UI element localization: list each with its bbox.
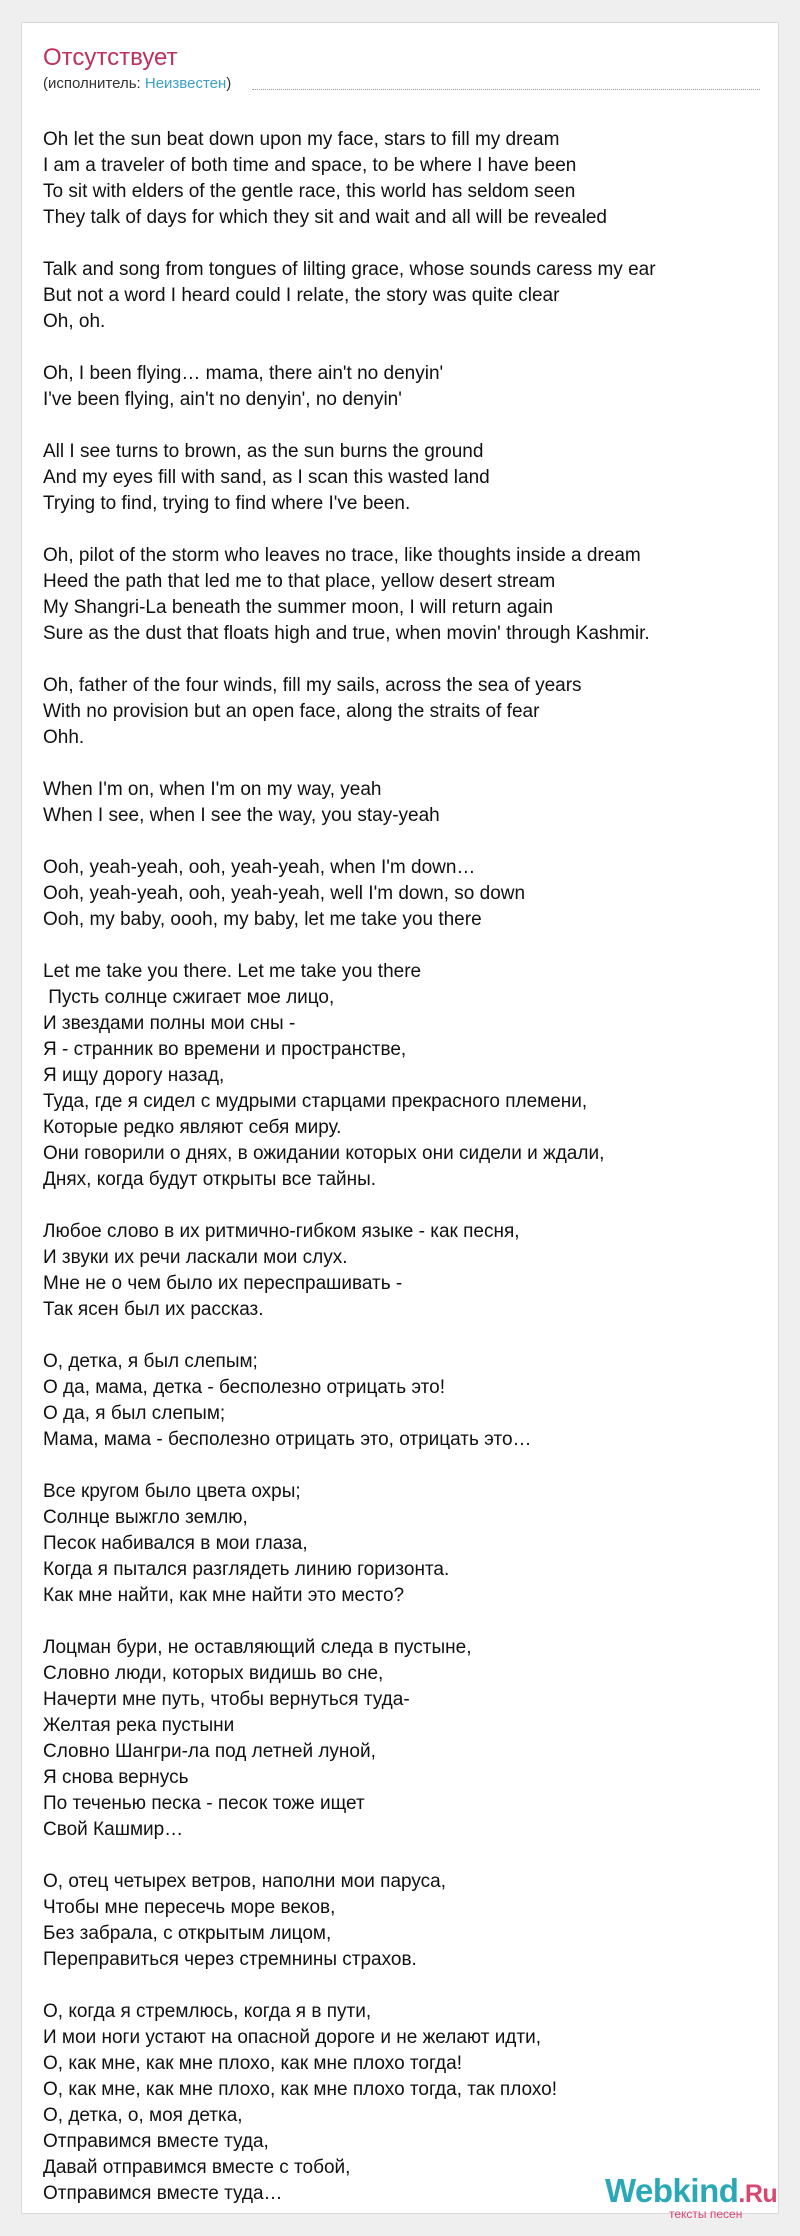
lyrics-line: Любое слово в их ритмично-гибком языке - как песня, — [43, 1221, 520, 1242]
lyrics-line: И мои ноги устают на опасной дороге и не желают идти, — [43, 2027, 541, 2048]
lyrics-text — [43, 127, 763, 2233]
lyrics-line: И звуки их речи ласкали мои слух. — [43, 1247, 348, 1268]
lyrics-line: My Shangri-La beneath the summer moon, I will return again — [43, 597, 554, 618]
lyrics-line: О, когда я стремлюсь, когда я в пути, — [43, 2001, 372, 2022]
lyrics-line: Мама, мама - бесполезно отрицать это, отрицать это… — [43, 1429, 532, 1450]
lyrics-line: Которые редко являют себя миру. — [43, 1117, 342, 1138]
lyrics-line: Oh, pilot of the storm who leaves no trace, like thoughts inside a dream — [43, 545, 641, 566]
lyrics-line: Ooh, yeah-yeah, ooh, yeah-yeah, when I'm down… — [43, 857, 476, 878]
logo-tld: .Ru — [738, 2180, 778, 2208]
lyrics-line: They talk of days for which they sit and wait and all will be revealed — [43, 207, 607, 228]
lyrics-line: Отправимся вместе туда, — [43, 2131, 269, 2152]
lyrics-stanza — [43, 959, 763, 1193]
lyrics-stanza — [43, 1635, 763, 1843]
artist-suffix: ) — [226, 75, 232, 92]
lyrics-line: О, детка, о, моя детка, — [43, 2105, 243, 2126]
lyrics-line: Oh, I been flying… mama, there ain't no denyin' — [43, 363, 444, 384]
lyrics-line: Talk and song from tongues of lilting grace, whose sounds caress my ear — [43, 259, 656, 280]
lyrics-line: I've been flying, ain't no denyin', no denyin' — [43, 389, 402, 410]
lyrics-line: Песок набивался в мои глаза, — [43, 1533, 308, 1554]
lyrics-line: Без забрала, с открытым лицом, — [43, 1923, 332, 1944]
lyrics-line: По теченью песка - песок тоже ищет — [43, 1793, 365, 1814]
lyrics-line: Начерти мне путь, чтобы вернуться туда- — [43, 1689, 410, 1710]
lyrics-stanza — [43, 855, 763, 933]
lyrics-line: Я - странник во времени и пространстве, — [43, 1039, 407, 1060]
lyrics-stanza — [43, 543, 763, 647]
lyrics-stanza — [43, 777, 763, 829]
lyrics-stanza — [43, 1869, 763, 1973]
lyrics-stanza — [43, 361, 763, 413]
lyrics-stanza — [43, 257, 763, 335]
lyrics-line: I am a traveler of both time and space, to be where I have been — [43, 155, 577, 176]
lyrics-line: Ooh, my baby, oooh, my baby, let me take you there — [43, 909, 482, 930]
lyrics-stanza — [43, 673, 763, 751]
lyrics-stanza — [43, 127, 763, 231]
lyrics-line: Лоцман бури, не оставляющий следа в пустыне, — [43, 1637, 472, 1658]
lyrics-line: Пусть солнце сжигает мое лицо, — [43, 987, 335, 1008]
lyrics-line: Туда, где я сидел с мудрыми старцами прекрасного племени, — [43, 1091, 588, 1112]
lyrics-line: All I see turns to brown, as the sun burns the ground — [43, 441, 484, 462]
site-logo[interactable] — [583, 2171, 798, 2231]
lyrics-line: Все кругом было цвета охры; — [43, 1481, 301, 1502]
lyrics-line: Trying to find, trying to find where I've been. — [43, 493, 411, 514]
lyrics-line: Словно люди, которых видишь во сне, — [43, 1663, 384, 1684]
lyrics-line: О, детка, я был слепым; — [43, 1351, 258, 1372]
lyrics-line: Ohh. — [43, 727, 85, 748]
lyrics-line: When I see, when I see the way, you stay-yeah — [43, 805, 440, 826]
lyrics-card — [21, 22, 779, 2221]
lyrics-line: With no provision but an open face, along the straits of fear — [43, 701, 540, 722]
lyrics-line: Я ищу дорогу назад, — [43, 1065, 225, 1086]
header-divider — [252, 89, 760, 90]
artist-line — [43, 74, 231, 94]
lyrics-line: Let me take you there. Let me take you there — [43, 961, 422, 982]
lyrics-line: Ooh, yeah-yeah, ooh, yeah-yeah, well I'm down, so down — [43, 883, 526, 904]
lyrics-stanza — [43, 1479, 763, 1609]
logo-tagline: тексты песен — [669, 2207, 743, 2221]
lyrics-line: Они говорили о днях, в ожидании которых они сидели и ждали, — [43, 1143, 605, 1164]
lyrics-stanza — [43, 1349, 763, 1453]
lyrics-line: О, отец четырех ветров, наполни мои паруса, — [43, 1871, 447, 1892]
lyrics-line: О да, мама, детка - бесполезно отрицать это! — [43, 1377, 446, 1398]
lyrics-line: Oh, father of the four winds, fill my sails, across the sea of years — [43, 675, 582, 696]
lyrics-line: Я снова вернусь — [43, 1767, 189, 1788]
lyrics-line: But not a word I heard could I relate, the story was quite clear — [43, 285, 560, 306]
logo-brand: Webkind — [605, 2172, 739, 2209]
artist-link[interactable]: Неизвестен — [144, 75, 227, 92]
lyrics-line: О, как мне, как мне плохо, как мне плохо тогда! — [43, 2053, 462, 2074]
lyrics-line: Oh, oh. — [43, 311, 106, 332]
lyrics-line: И звездами полны мои сны - — [43, 1013, 296, 1034]
lyrics-line: О да, я был слепым; — [43, 1403, 226, 1424]
artist-prefix: (исполнитель: — [43, 75, 145, 92]
lyrics-line: To sit with elders of the gentle race, this world has seldom seen — [43, 181, 576, 202]
lyrics-line: Давай отправимся вместе с тобой, — [43, 2157, 351, 2178]
lyrics-line: Когда я пытался разглядеть линию горизонта. — [43, 1559, 450, 1580]
lyrics-line: Днях, когда будут открыты все тайны. — [43, 1169, 377, 1190]
song-title: Отсутствует — [43, 44, 178, 71]
lyrics-line: Мне не о чем было их переспрашивать - — [43, 1273, 403, 1294]
lyrics-line: Отправимся вместе туда… — [43, 2183, 283, 2204]
lyrics-line: Солнце выжгло землю, — [43, 1507, 248, 1528]
lyrics-line: Словно Шангри-ла под летней луной, — [43, 1741, 376, 1762]
lyrics-line: And my eyes fill with sand, as I scan this wasted land — [43, 467, 490, 488]
lyrics-line: Как мне найти, как мне найти это место? — [43, 1585, 405, 1606]
lyrics-line: О, как мне, как мне плохо, как мне плохо тогда, так плохо! — [43, 2079, 557, 2100]
lyrics-line: Чтобы мне пересечь море веков, — [43, 1897, 336, 1918]
lyrics-line: Переправиться через стремнины страхов. — [43, 1949, 417, 1970]
lyrics-line: When I'm on, when I'm on my way, yeah — [43, 779, 382, 800]
lyrics-line: Свой Кашмир… — [43, 1819, 184, 1840]
lyrics-line: Так ясен был их рассказ. — [43, 1299, 264, 1320]
lyrics-line: Желтая река пустыни — [43, 1715, 235, 1736]
lyrics-line: Sure as the dust that floats high and true, when movin' through Kashmir. — [43, 623, 650, 644]
lyrics-line: Heed the path that led me to that place, yellow desert stream — [43, 571, 556, 592]
lyrics-stanza — [43, 1219, 763, 1323]
lyrics-stanza — [43, 439, 763, 517]
lyrics-line: Oh let the sun beat down upon my face, stars to fill my dream — [43, 129, 560, 150]
